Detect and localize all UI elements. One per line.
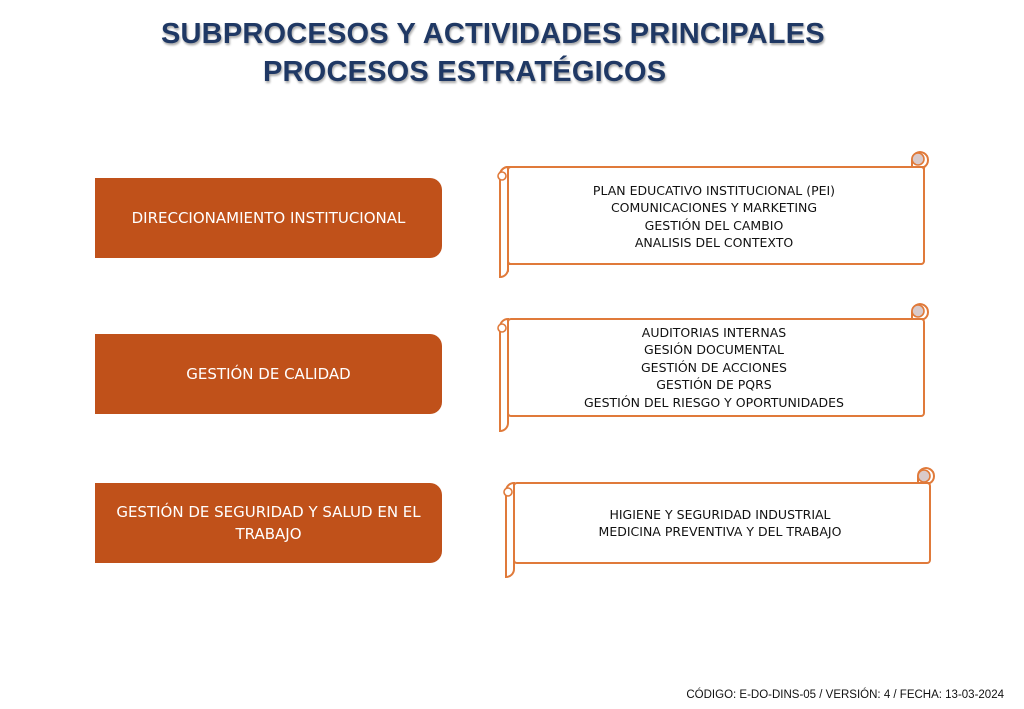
process-label: DIRECCIONAMIENTO INSTITUCIONAL <box>131 209 406 227</box>
activity-item: GESTIÓN DE ACCIONES <box>641 359 787 375</box>
activity-item: GESTIÓN DEL RIESGO Y OPORTUNIDADES <box>583 394 844 410</box>
activities-list <box>511 171 917 262</box>
activity-item: HIGIENE Y SEGURIDAD INDUSTRIAL <box>609 506 831 522</box>
process-box-sst <box>95 483 442 563</box>
page-subtitle: PROCESOS ESTRATÉGICOS <box>263 56 667 88</box>
activity-item: MEDICINA PREVENTIVA Y DEL TRABAJO <box>598 524 842 539</box>
activity-item: GESIÓN DOCUMENTAL <box>644 342 784 358</box>
activities-list <box>517 485 923 561</box>
activities-scroll-direccionamiento <box>491 151 925 279</box>
activity-item: GESTIÓN DEL CAMBIO <box>644 217 784 233</box>
activity-item: GESTIÓN DE PQRS <box>656 377 772 393</box>
activity-item: PLAN EDUCATIVO INSTITUCIONAL (PEI) <box>592 182 836 198</box>
document-code-footer: CÓDIGO: E-DO-DINS-05 / VERSIÓN: 4 / FECHA: 13-03-2024 <box>686 689 1004 701</box>
process-label: GESTIÓN DE CALIDAD <box>186 365 351 383</box>
activity-item: COMUNICACIONES Y MARKETING <box>610 200 818 215</box>
activity-item: AUDITORIAS INTERNAS <box>641 324 787 340</box>
activities-scroll-sst <box>497 469 931 579</box>
activities-scroll-calidad <box>491 303 925 433</box>
activities-list <box>511 321 917 414</box>
page-title: SUBPROCESOS Y ACTIVIDADES PRINCIPALES <box>161 18 825 50</box>
activity-item: ANALISIS DEL CONTEXTO <box>634 235 794 250</box>
process-label: GESTIÓN DE SEGURIDAD Y SALUD EN EL TRABAJO <box>116 503 421 543</box>
process-box-calidad <box>95 334 442 414</box>
process-box-direccionamiento <box>95 178 442 258</box>
